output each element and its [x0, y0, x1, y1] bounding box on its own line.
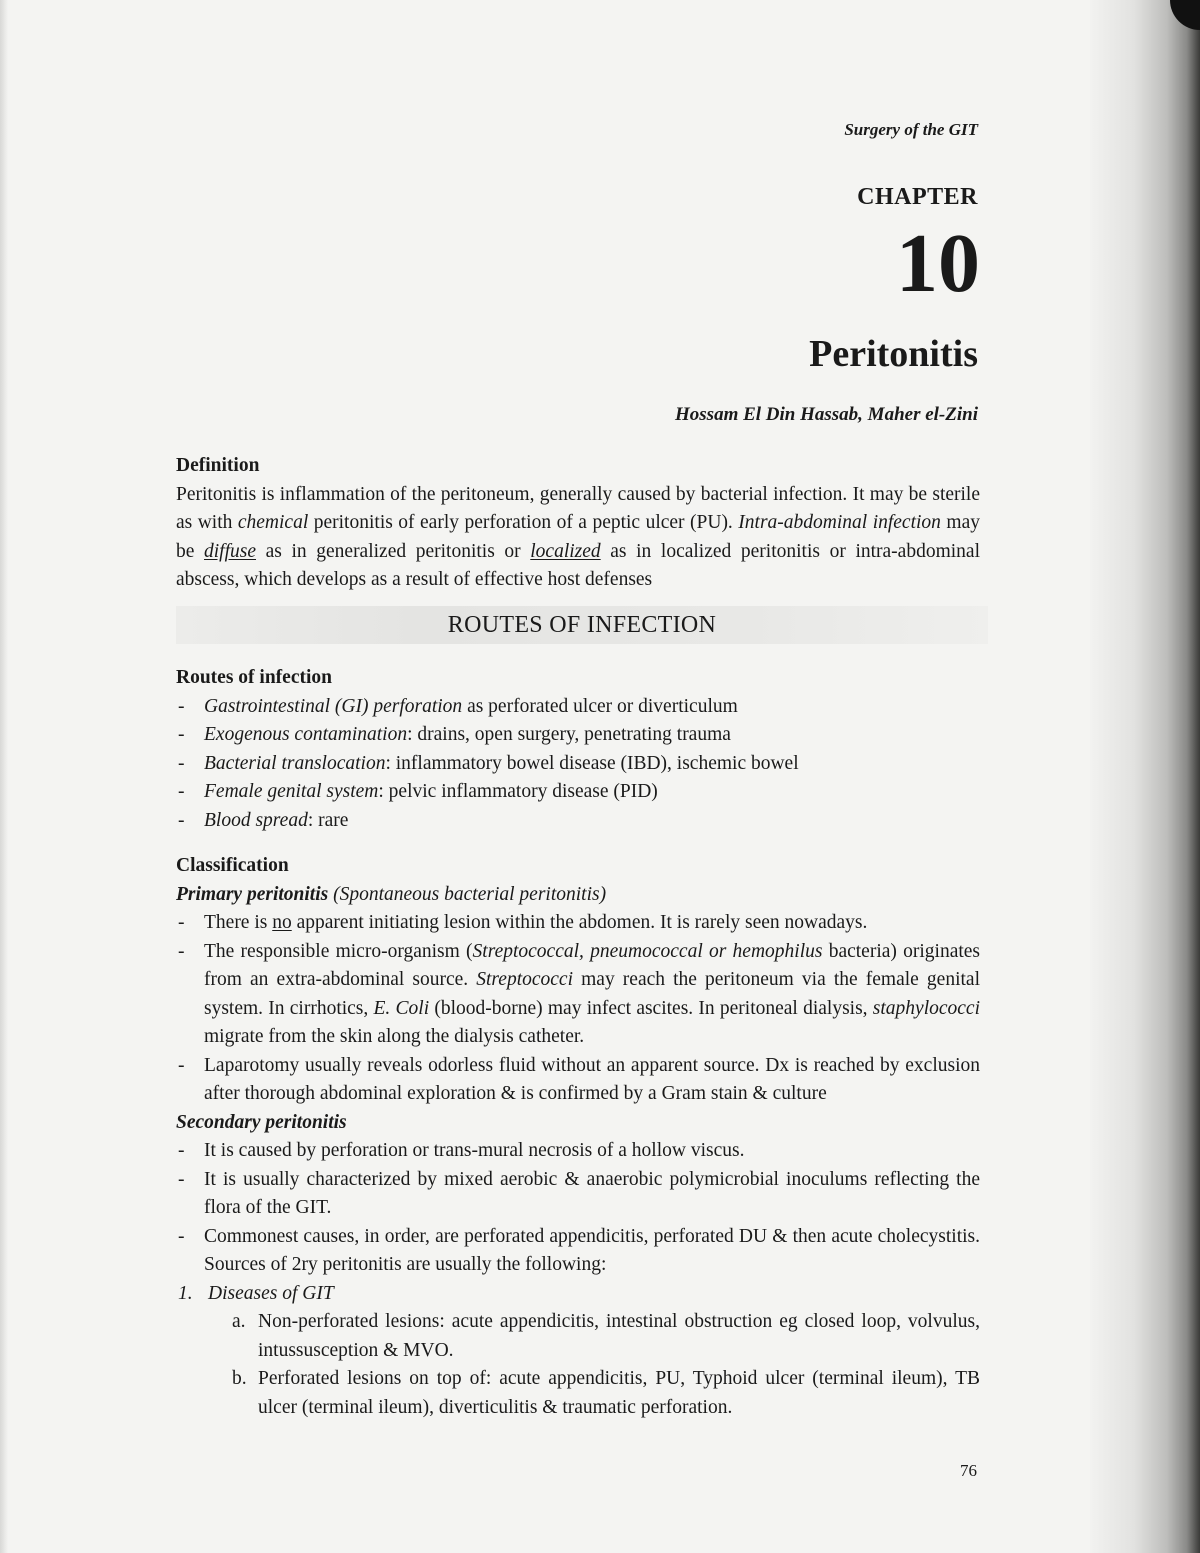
text-run-underlined: diffuse — [204, 540, 257, 562]
text-run: Peritonitis is inflammation of the peritoneum, generally caused by bacterial infection. It may be sterile as with — [176, 483, 980, 533]
routes-list — [176, 693, 980, 836]
sub-list-item: b. Perforated lesions on top of: acute appendicitis, PU, Typhoid ulcer (terminal ileum), TB ulcer (terminal ileum), diverticulitis & traumatic perforation. — [232, 1368, 980, 1418]
secondary-list — [176, 1137, 980, 1280]
definition-paragraph — [176, 481, 980, 595]
text-run-italic: Intra-abdominal infection — [738, 512, 941, 533]
book-binding-shadow — [1090, 0, 1200, 1553]
definition-heading: Definition — [176, 455, 260, 476]
page-number: 76 — [960, 1461, 977, 1480]
text-run-italic: chemical — [237, 512, 309, 533]
text-run: as in generalized peritonitis or — [256, 540, 531, 562]
text-run: as in localized peritonitis or intra-abdominal abscess, which develops as a result of effective host defenses — [176, 540, 980, 590]
list-item: - Blood spread: rare — [176, 807, 980, 836]
text-run: may be — [176, 512, 980, 562]
definition-section — [176, 452, 980, 595]
chapter-label: CHAPTER — [857, 184, 978, 210]
primary-list — [176, 909, 980, 1109]
list-item: - The responsible micro-organism (Streptococcal, pneumococcal or hemophilus bacteria) originates from an extra-abdominal source. Streptococci may reach the peritoneum via the female genital system. In cirrhotics, E. Coli (blood-borne) may infect ascites. In peritoneal dialysis, staphylococci migrate from the skin along the dialysis catheter. — [176, 938, 980, 1052]
sources-list — [176, 1280, 980, 1423]
sub-list-item: 1. Diseases of GIT — [178, 1282, 334, 1304]
list-item: - There is no apparent initiating lesion within the abdomen. It is rarely seen nowadays. — [176, 909, 980, 938]
list-item: - Laparotomy usually reveals odorless fluid without an apparent source. Dx is reached by exclusion after thorough abdominal exploration & is confirmed by a Gram stain & culture — [176, 1052, 980, 1109]
routes-heading: Routes of infection — [176, 667, 332, 688]
sub-list-item: a. Non-perforated lesions: acute appendicitis, intestinal obstruction eg closed loop, volvulus, intussusception & MVO. — [232, 1311, 980, 1361]
list-item: - It is usually characterized by mixed aerobic & anaerobic polymicrobial inoculums reflecting the flora of the GIT. — [176, 1166, 980, 1223]
list-item: - Gastrointestinal (GI) perforation as perforated ulcer or diverticulum — [176, 693, 980, 722]
routes-section — [176, 664, 980, 835]
primary-peritonitis-title: Primary peritonitis (Spontaneous bacterial peritonitis) — [176, 883, 607, 905]
list-item: - Bacterial translocation: inflammatory bowel disease (IBD), ischemic bowel — [176, 750, 980, 779]
secondary-peritonitis-title: Secondary peritonitis — [176, 1111, 347, 1133]
section-banner: ROUTES OF INFECTION — [176, 606, 988, 644]
list-item: - Exogenous contamination: drains, open surgery, penetrating trauma — [176, 721, 980, 750]
list-item: - Commonest causes, in order, are perforated appendicitis, perforated DU & then acute cholecystitis. Sources of 2ry peritonitis are usually the following: — [176, 1223, 980, 1280]
classification-section — [176, 852, 980, 1422]
text-run-underlined: localized — [530, 540, 601, 562]
text-run: peritonitis of early perforation of a peptic ulcer (PU). — [308, 512, 739, 533]
chapter-number: 10 — [896, 217, 980, 310]
running-head: Surgery of the GIT — [844, 120, 978, 139]
list-item: - Female genital system: pelvic inflammatory disease (PID) — [176, 778, 980, 807]
classification-heading: Classification — [176, 855, 289, 876]
authors: Hossam El Din Hassab, Maher el-Zini — [675, 404, 978, 425]
chapter-title: Peritonitis — [809, 333, 978, 375]
list-item: - It is caused by perforation or trans-mural necrosis of a hollow viscus. — [176, 1137, 980, 1166]
